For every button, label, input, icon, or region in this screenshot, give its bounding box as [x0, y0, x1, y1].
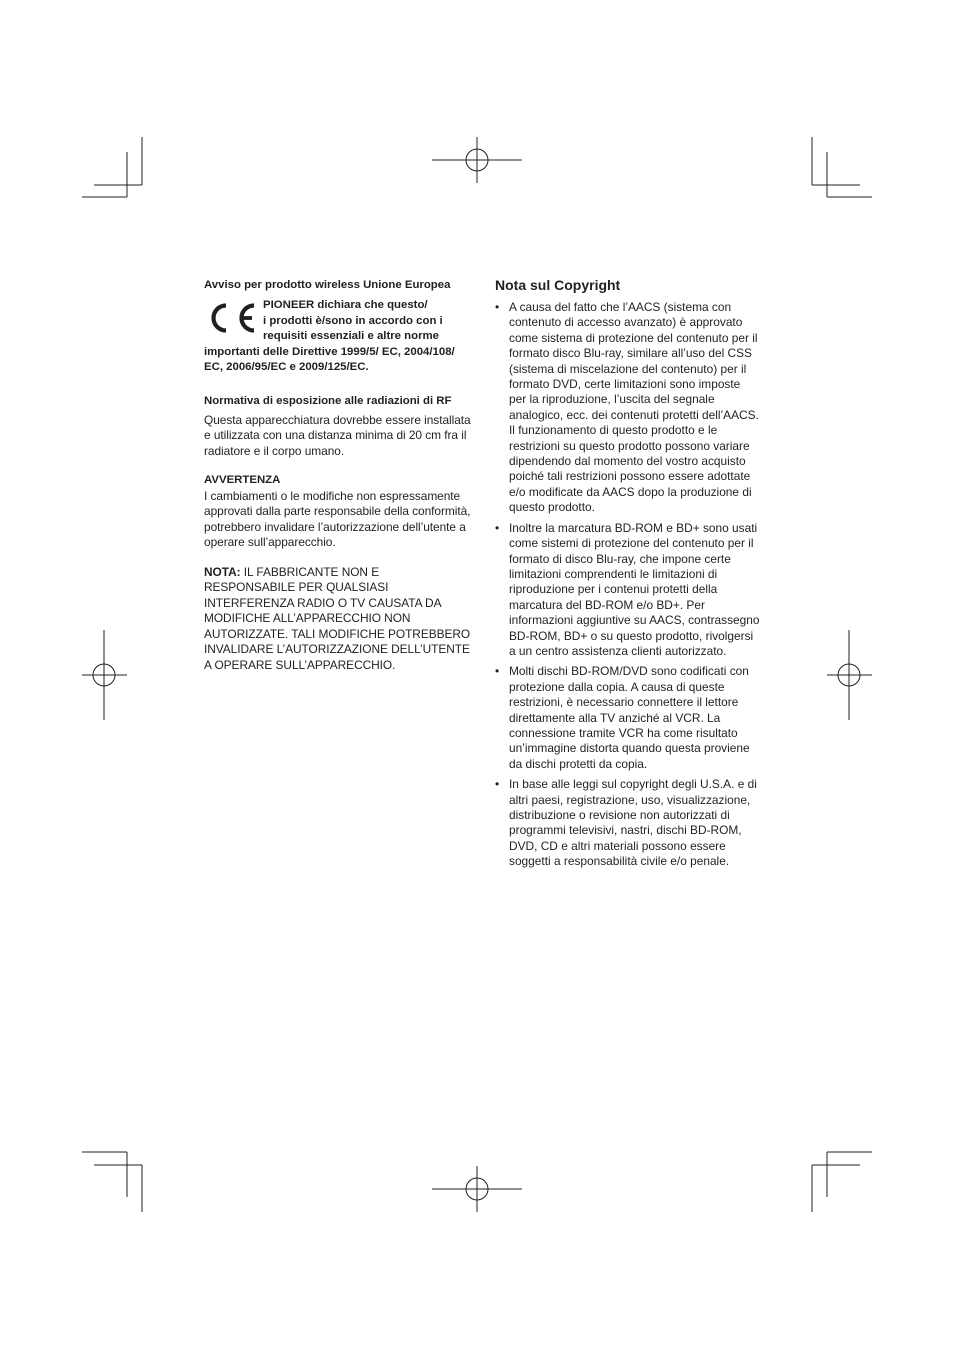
nota-text: IL FABBRICANTE NON E RESPONSABILE PER QUALSIASI INTERFERENZA RADIO O TV CAUSATA DA MODIFICHE ALL’APPARECCHIO NON AUTORIZZATE. TALI MODIFICHE POTREBBERO INVALIDARE L’AUTORIZZAZIONE DELL’UTENTE A OPERARE SULL’APPARECCHIO.: [204, 564, 471, 672]
ce-declaration: [204, 298, 472, 375]
ce-line-1: PIONEER dichiara che questo/: [263, 299, 428, 312]
eu-wireless-heading: Avviso per prodotto wireless Unione Europea: [204, 279, 451, 291]
copyright-title: Nota sul Copyright: [495, 277, 621, 293]
list-item: • A causa del fatto che l’AACS (sistema con contenuto di accesso avanzato) è approvato come sistema di protezione del contenuto per il formato disco Blu-ray, similare all’uso del CSS (sistema di miscelazione del contenuto) per il formato DVD, certe limitazioni sono imposte per la riproduzione, l’uscita del segnale analogico, ecc. dei contenuti protetti dell’AACS. Il funzionamento di questo prodotto e le restrizioni su questo prodotto possono variare dipendendo dal momento del vostro acquisto poiché tali restrizioni possono essere adottate e/o modificate da AACS dopo la produzione di questo prodotto.: [495, 300, 759, 515]
nota-paragraph: [204, 565, 472, 674]
list-item: • Inoltre la marcatura BD-ROM e BD+ sono usati come sistemi di protezione del contenuto per il formato di disco Blu-ray, che impone certe limitazioni comprendenti le limitazioni di riproduzione per i contenui protetti della marcatura del BD-ROM e/o BD+. Per informazioni aggiuntive su AACS, contrassegno BD-ROM, BD+ o su questo prodotto, rivolgersi a un centro assistenza clienti autorizzato.: [495, 520, 760, 658]
ce-line-3: requisiti essenziali e altre norme: [263, 330, 439, 343]
left-column: [204, 278, 472, 673]
warning-heading: AVVERTENZA: [204, 474, 281, 487]
ce-directives: importanti delle Direttive 1999/5/ EC, 2004/108/ EC, 2006/95/EC e 2009/125/EC.: [204, 345, 455, 374]
copyright-list: [495, 300, 760, 870]
bullet-icon: •: [495, 664, 500, 679]
nota-label: NOTA:: [204, 564, 241, 579]
rf-text: Questa apparecchiatura dovrebbe essere installata e utilizzata con una distanza minima di 20 cm fra il radiatore e il corpo umano.: [204, 412, 471, 458]
list-item: • Molti dischi BD-ROM/DVD sono codificati con protezione dalla copia. A causa di queste restrizioni, è necessario connettere il lettore direttamente alla TV anziché al VCR. La connessione tramite VCR ha come risultato un’immagine distorta quando questa proviene da dischi protetti da copia.: [495, 664, 750, 771]
bullet-icon: •: [495, 520, 500, 535]
bullet-icon: •: [495, 300, 500, 314]
rf-heading: Normativa di esposizione alle radiazioni di RF: [204, 395, 452, 408]
ce-line-2: i prodotti è/sono in accordo con i: [263, 314, 443, 327]
right-column: [495, 276, 760, 875]
bullet-icon: •: [495, 777, 500, 792]
warning-text: I cambiamenti o le modifiche non espressamente approvati dalla parte responsabile della conformità, potrebbero invalidare l’autorizzazione dell’utente a operare sull’apparecchio.: [204, 488, 471, 550]
list-item: • In base alle leggi sul copyright degli U.S.A. e di altri paesi, registrazione, uso, visualizzazione, distribuzione o revisione non autorizzati di programmi televisivi, nastri, dischi BD-ROM, DVD, CD e altri materiali possono essere soggetti a responsabilità civile e/o penale.: [495, 777, 757, 869]
ce-mark-icon: [204, 299, 258, 337]
